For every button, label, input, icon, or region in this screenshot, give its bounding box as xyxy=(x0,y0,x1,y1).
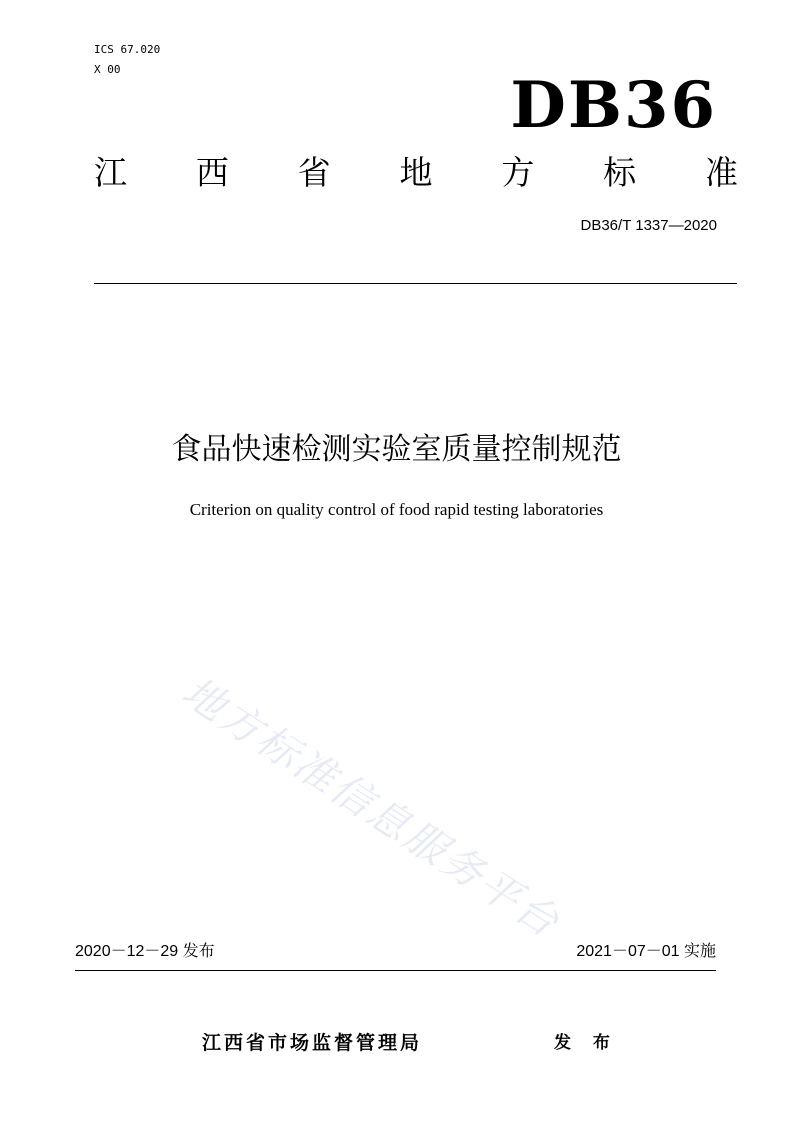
publish-label: 发 布 xyxy=(554,1033,618,1053)
classification-block xyxy=(94,40,160,80)
document-title-chinese: 食品快速检测实验室质量控制规范 xyxy=(171,432,622,467)
ccs-code: X 00 xyxy=(94,63,121,76)
db36-logo: DB36 xyxy=(510,68,717,143)
standard-type-char: 准 xyxy=(704,153,738,192)
issue-date: 2020－12－29 发布 xyxy=(75,943,215,960)
standard-type-char: 西 xyxy=(195,153,229,192)
standard-type-char: 地 xyxy=(399,153,433,192)
standard-type-char: 方 xyxy=(501,153,535,192)
bottom-divider xyxy=(75,970,716,971)
document-title-english: Criterion on quality control of food rapid testing laboratories xyxy=(189,500,604,519)
ics-code: ICS 67.020 xyxy=(94,43,161,56)
standard-type-heading xyxy=(94,148,738,198)
standard-number: DB36/T 1337—2020 xyxy=(580,217,717,234)
publisher-name: 江西省市场监督管理局 xyxy=(202,1032,423,1054)
watermark-text: 地方标准信息服务平台 xyxy=(173,667,570,948)
top-divider xyxy=(94,283,737,284)
standard-type-char: 江 xyxy=(94,153,127,192)
standard-type-char: 标 xyxy=(603,153,637,192)
standard-type-char: 省 xyxy=(297,153,331,192)
implementation-date: 2021－07－01 实施 xyxy=(576,943,716,960)
